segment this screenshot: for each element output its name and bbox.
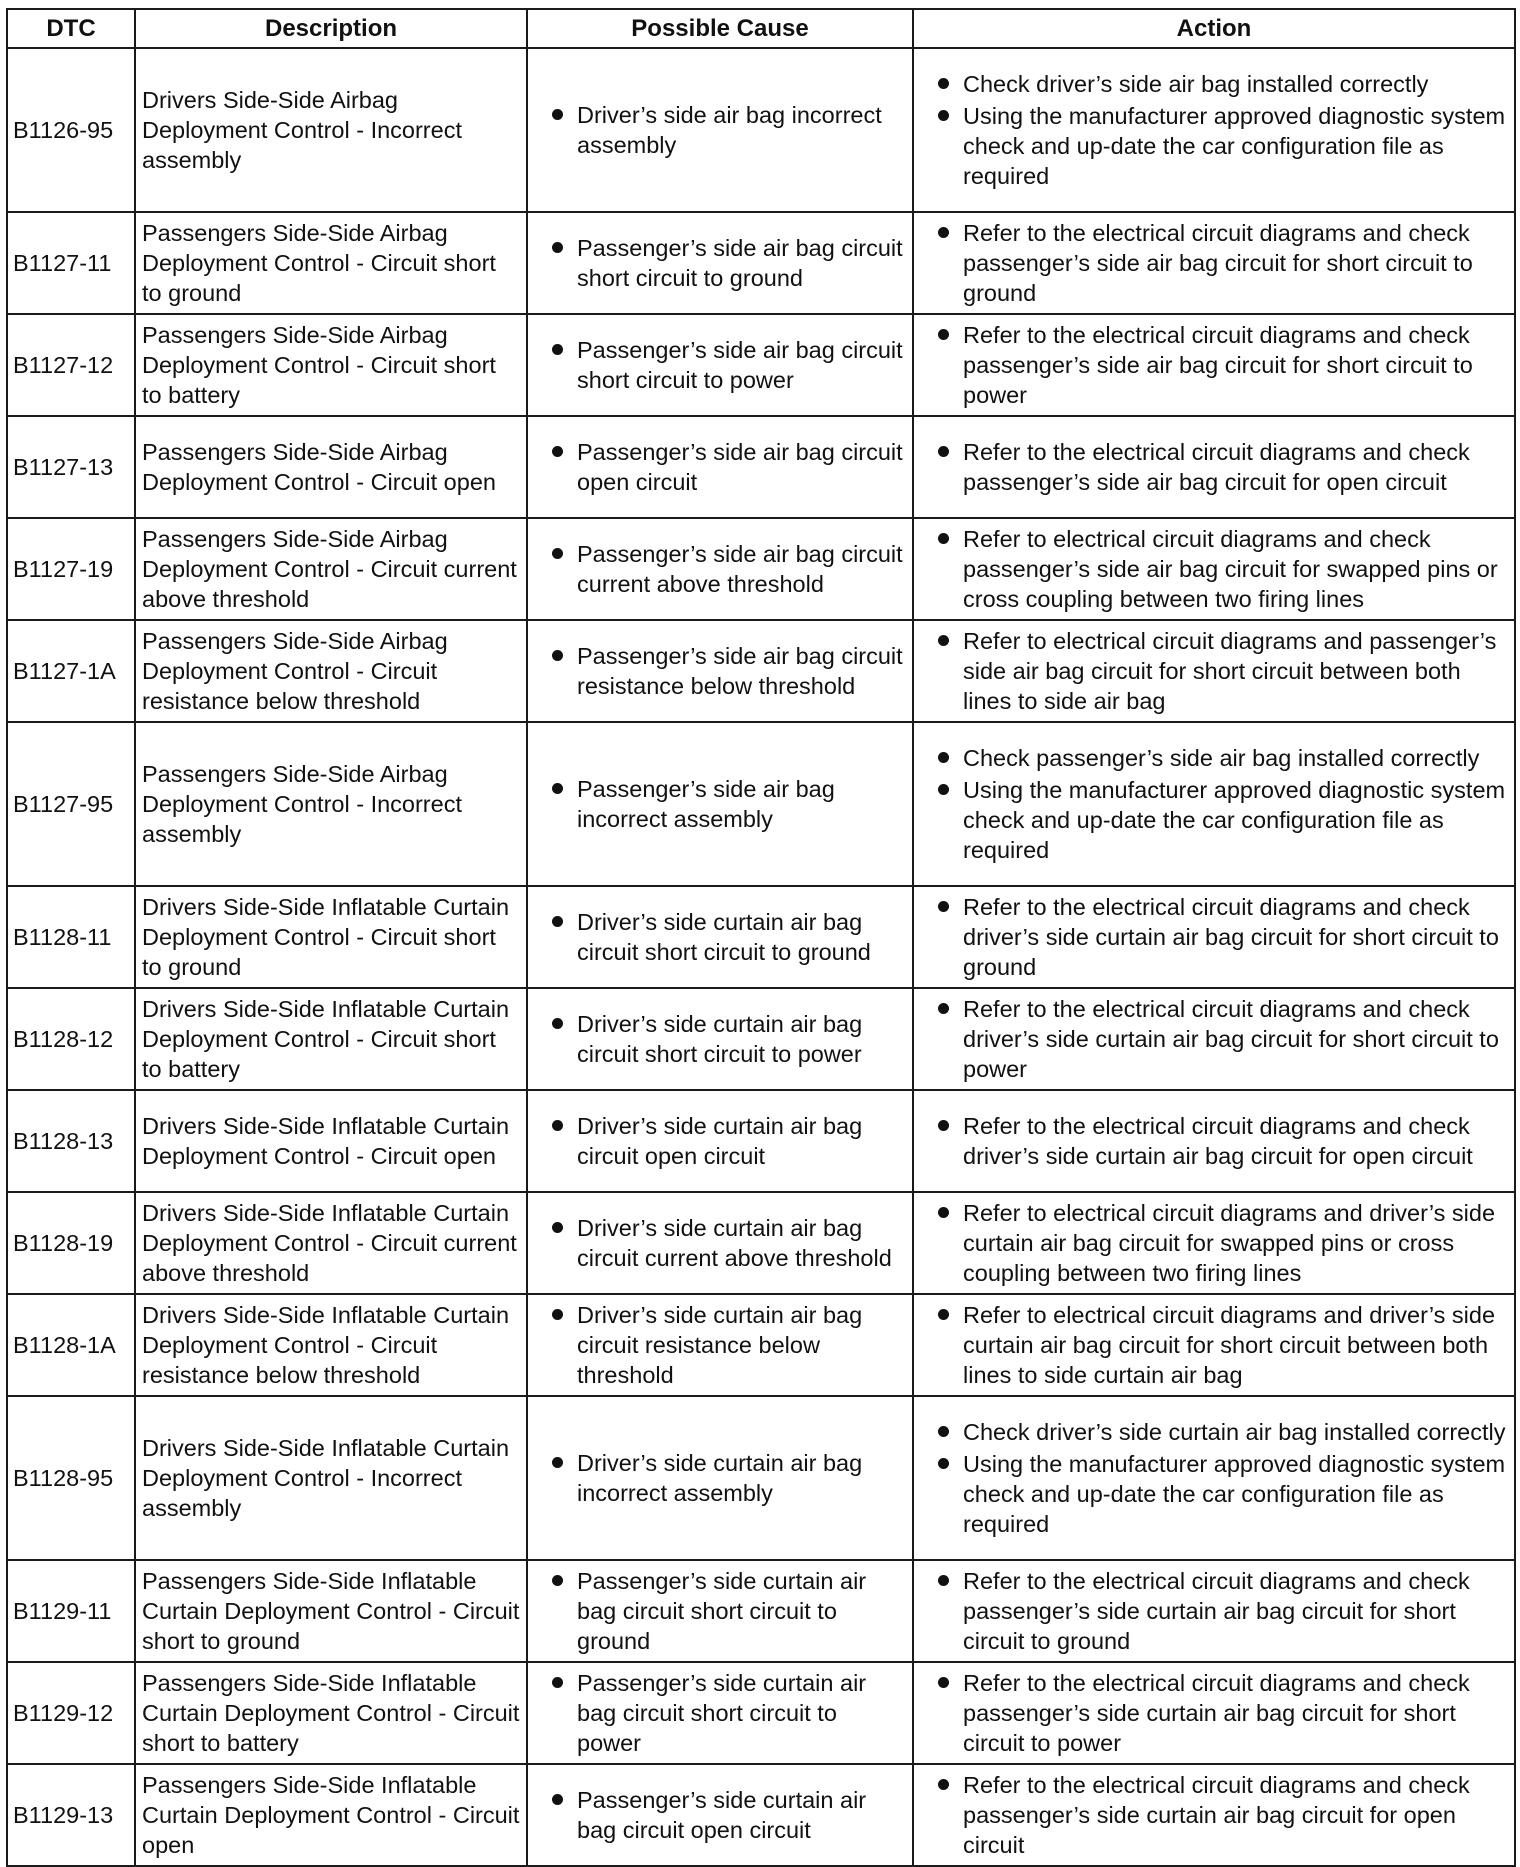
- cause-list: [534, 641, 906, 701]
- cause-list: [534, 539, 906, 599]
- header-description: Description: [135, 9, 527, 48]
- action-cell: [913, 1764, 1515, 1866]
- dtc-code-cell: B1126-95: [7, 48, 135, 212]
- header-dtc: DTC: [7, 9, 135, 48]
- cause-item: Passenger’s side air bag circuit short circuit to power: [534, 335, 906, 395]
- action-cell: [913, 620, 1515, 722]
- action-list: [920, 743, 1508, 865]
- action-item: Check passenger’s side air bag installed correctly: [920, 743, 1508, 773]
- action-cell: [913, 1294, 1515, 1396]
- action-item: Refer to the electrical circuit diagrams and check driver’s side curtain air bag circuit for short circuit to power: [920, 994, 1508, 1084]
- action-item: Check driver’s side curtain air bag installed correctly: [920, 1417, 1508, 1447]
- action-list: [920, 994, 1508, 1084]
- dtc-table: [6, 8, 1516, 1867]
- action-item: Refer to the electrical circuit diagrams and check passenger’s side air bag circuit for short circuit to ground: [920, 218, 1508, 308]
- cause-list: [534, 437, 906, 497]
- cause-item: Driver’s side curtain air bag circuit short circuit to power: [534, 1009, 906, 1069]
- possible-cause-cell: [527, 620, 913, 722]
- action-item: Refer to the electrical circuit diagrams and check passenger’s side curtain air bag circuit for open circuit: [920, 1770, 1508, 1860]
- action-item: Refer to the electrical circuit diagrams and check passenger’s side air bag circuit for open circuit: [920, 437, 1508, 497]
- cause-list: [534, 1668, 906, 1758]
- cause-item: Passenger’s side air bag circuit short circuit to ground: [534, 233, 906, 293]
- action-item: Refer to the electrical circuit diagrams and check passenger’s side air bag circuit for short circuit to power: [920, 320, 1508, 410]
- action-cell: [913, 886, 1515, 988]
- dtc-code-cell: B1127-1A: [7, 620, 135, 722]
- action-cell: [913, 518, 1515, 620]
- dtc-document: [6, 8, 1514, 1867]
- possible-cause-cell: [527, 416, 913, 518]
- table-row: [7, 518, 1515, 620]
- action-cell: [913, 1560, 1515, 1662]
- table-row: [7, 212, 1515, 314]
- possible-cause-cell: [527, 988, 913, 1090]
- action-cell: [913, 1396, 1515, 1560]
- action-cell: [913, 416, 1515, 518]
- cause-item: Driver’s side curtain air bag circuit short circuit to ground: [534, 907, 906, 967]
- table-row: [7, 314, 1515, 416]
- table-row: [7, 1192, 1515, 1294]
- action-cell: [913, 722, 1515, 886]
- cause-list: [534, 907, 906, 967]
- table-row: [7, 1396, 1515, 1560]
- action-item: Refer to the electrical circuit diagrams and check passenger’s side curtain air bag circuit for short circuit to ground: [920, 1566, 1508, 1656]
- action-list: [920, 1668, 1508, 1758]
- cause-list: [534, 1111, 906, 1171]
- dtc-code-cell: B1128-95: [7, 1396, 135, 1560]
- table-row: [7, 1662, 1515, 1764]
- table-row: [7, 1294, 1515, 1396]
- action-list: [920, 437, 1508, 497]
- description-cell: Drivers Side-Side Inflatable Curtain Deployment Control - Incorrect assembly: [135, 1396, 527, 1560]
- possible-cause-cell: [527, 48, 913, 212]
- header-possible-cause: Possible Cause: [527, 9, 913, 48]
- action-cell: [913, 1192, 1515, 1294]
- action-cell: [913, 48, 1515, 212]
- dtc-code-cell: B1128-1A: [7, 1294, 135, 1396]
- possible-cause-cell: [527, 1192, 913, 1294]
- dtc-code-cell: B1128-19: [7, 1192, 135, 1294]
- cause-item: Passenger’s side curtain air bag circuit short circuit to ground: [534, 1566, 906, 1656]
- action-list: [920, 69, 1508, 191]
- possible-cause-cell: [527, 1396, 913, 1560]
- cause-item: Passenger’s side air bag circuit open circuit: [534, 437, 906, 497]
- possible-cause-cell: [527, 722, 913, 886]
- action-cell: [913, 1090, 1515, 1192]
- action-item: Refer to the electrical circuit diagrams and check passenger’s side curtain air bag circuit for short circuit to power: [920, 1668, 1508, 1758]
- action-item: Refer to electrical circuit diagrams and driver’s side curtain air bag circuit for swapped pins or cross coupling between two firing lines: [920, 1198, 1508, 1288]
- possible-cause-cell: [527, 1560, 913, 1662]
- description-cell: Passengers Side-Side Inflatable Curtain Deployment Control - Circuit short to ground: [135, 1560, 527, 1662]
- description-cell: Drivers Side-Side Airbag Deployment Control - Incorrect assembly: [135, 48, 527, 212]
- dtc-code-cell: B1129-11: [7, 1560, 135, 1662]
- action-cell: [913, 1662, 1515, 1764]
- action-cell: [913, 988, 1515, 1090]
- possible-cause-cell: [527, 212, 913, 314]
- cause-list: [534, 1009, 906, 1069]
- table-row: [7, 1764, 1515, 1866]
- cause-list: [534, 774, 906, 834]
- action-list: [920, 1566, 1508, 1656]
- action-cell: [913, 212, 1515, 314]
- description-cell: Passengers Side-Side Airbag Deployment Control - Circuit open: [135, 416, 527, 518]
- action-list: [920, 1770, 1508, 1860]
- action-item: Refer to the electrical circuit diagrams and check driver’s side curtain air bag circuit for open circuit: [920, 1111, 1508, 1171]
- cause-item: Passenger’s side curtain air bag circuit short circuit to power: [534, 1668, 906, 1758]
- dtc-code-cell: B1127-19: [7, 518, 135, 620]
- action-item: Refer to electrical circuit diagrams and check passenger’s side air bag circuit for swapped pins or cross coupling between two firing lines: [920, 524, 1508, 614]
- action-list: [920, 218, 1508, 308]
- header-action: Action: [913, 9, 1515, 48]
- cause-list: [534, 1213, 906, 1273]
- action-item: Refer to electrical circuit diagrams and driver’s side curtain air bag circuit for short circuit between both lines to side curtain air bag: [920, 1300, 1508, 1390]
- description-cell: Passengers Side-Side Inflatable Curtain Deployment Control - Circuit short to battery: [135, 1662, 527, 1764]
- cause-list: [534, 233, 906, 293]
- action-list: [920, 1300, 1508, 1390]
- description-cell: Passengers Side-Side Inflatable Curtain Deployment Control - Circuit open: [135, 1764, 527, 1866]
- action-item: Refer to the electrical circuit diagrams and check driver’s side curtain air bag circuit for short circuit to ground: [920, 892, 1508, 982]
- table-row: [7, 722, 1515, 886]
- dtc-code-cell: B1129-12: [7, 1662, 135, 1764]
- dtc-code-cell: B1127-95: [7, 722, 135, 886]
- possible-cause-cell: [527, 1090, 913, 1192]
- cause-item: Driver’s side air bag incorrect assembly: [534, 100, 906, 160]
- table-row: [7, 620, 1515, 722]
- dtc-code-cell: B1128-12: [7, 988, 135, 1090]
- cause-item: Passenger’s side air bag incorrect assembly: [534, 774, 906, 834]
- cause-item: Driver’s side curtain air bag circuit open circuit: [534, 1111, 906, 1171]
- action-list: [920, 892, 1508, 982]
- description-cell: Passengers Side-Side Airbag Deployment Control - Circuit short to ground: [135, 212, 527, 314]
- action-item: Check driver’s side air bag installed correctly: [920, 69, 1508, 99]
- table-body: [7, 48, 1515, 1866]
- table-row: [7, 1090, 1515, 1192]
- cause-list: [534, 1300, 906, 1390]
- possible-cause-cell: [527, 314, 913, 416]
- action-list: [920, 1198, 1508, 1288]
- cause-item: Passenger’s side air bag circuit current above threshold: [534, 539, 906, 599]
- possible-cause-cell: [527, 1764, 913, 1866]
- table-row: [7, 416, 1515, 518]
- cause-item: Passenger’s side air bag circuit resistance below threshold: [534, 641, 906, 701]
- possible-cause-cell: [527, 1294, 913, 1396]
- cause-list: [534, 1785, 906, 1845]
- table-header-row: [7, 9, 1515, 48]
- table-row: [7, 48, 1515, 212]
- cause-list: [534, 100, 906, 160]
- cause-list: [534, 1566, 906, 1656]
- description-cell: Drivers Side-Side Inflatable Curtain Deployment Control - Circuit current above threshold: [135, 1192, 527, 1294]
- action-cell: [913, 314, 1515, 416]
- description-cell: Drivers Side-Side Inflatable Curtain Deployment Control - Circuit short to battery: [135, 988, 527, 1090]
- action-list: [920, 1417, 1508, 1539]
- action-item: Using the manufacturer approved diagnostic system check and up-date the car configuration file as required: [920, 101, 1508, 191]
- possible-cause-cell: [527, 1662, 913, 1764]
- cause-list: [534, 335, 906, 395]
- description-cell: Passengers Side-Side Airbag Deployment Control - Circuit resistance below threshold: [135, 620, 527, 722]
- action-list: [920, 524, 1508, 614]
- cause-item: Passenger’s side curtain air bag circuit open circuit: [534, 1785, 906, 1845]
- action-item: Using the manufacturer approved diagnostic system check and up-date the car configuration file as required: [920, 775, 1508, 865]
- dtc-code-cell: B1127-13: [7, 416, 135, 518]
- action-list: [920, 1111, 1508, 1171]
- description-cell: Passengers Side-Side Airbag Deployment Control - Incorrect assembly: [135, 722, 527, 886]
- action-item: Using the manufacturer approved diagnostic system check and up-date the car configuration file as required: [920, 1449, 1508, 1539]
- description-cell: Drivers Side-Side Inflatable Curtain Deployment Control - Circuit short to ground: [135, 886, 527, 988]
- description-cell: Passengers Side-Side Airbag Deployment Control - Circuit current above threshold: [135, 518, 527, 620]
- dtc-code-cell: B1127-12: [7, 314, 135, 416]
- description-cell: Passengers Side-Side Airbag Deployment Control - Circuit short to battery: [135, 314, 527, 416]
- cause-item: Driver’s side curtain air bag incorrect assembly: [534, 1448, 906, 1508]
- table-row: [7, 988, 1515, 1090]
- action-list: [920, 320, 1508, 410]
- cause-item: Driver’s side curtain air bag circuit current above threshold: [534, 1213, 906, 1273]
- possible-cause-cell: [527, 886, 913, 988]
- dtc-code-cell: B1127-11: [7, 212, 135, 314]
- table-row: [7, 1560, 1515, 1662]
- dtc-code-cell: B1129-13: [7, 1764, 135, 1866]
- action-item: Refer to electrical circuit diagrams and passenger’s side air bag circuit for short circuit between both lines to side air bag: [920, 626, 1508, 716]
- possible-cause-cell: [527, 518, 913, 620]
- description-cell: Drivers Side-Side Inflatable Curtain Deployment Control - Circuit resistance below threshold: [135, 1294, 527, 1396]
- dtc-code-cell: B1128-13: [7, 1090, 135, 1192]
- description-cell: Drivers Side-Side Inflatable Curtain Deployment Control - Circuit open: [135, 1090, 527, 1192]
- cause-item: Driver’s side curtain air bag circuit resistance below threshold: [534, 1300, 906, 1390]
- action-list: [920, 626, 1508, 716]
- table-row: [7, 886, 1515, 988]
- cause-list: [534, 1448, 906, 1508]
- dtc-code-cell: B1128-11: [7, 886, 135, 988]
